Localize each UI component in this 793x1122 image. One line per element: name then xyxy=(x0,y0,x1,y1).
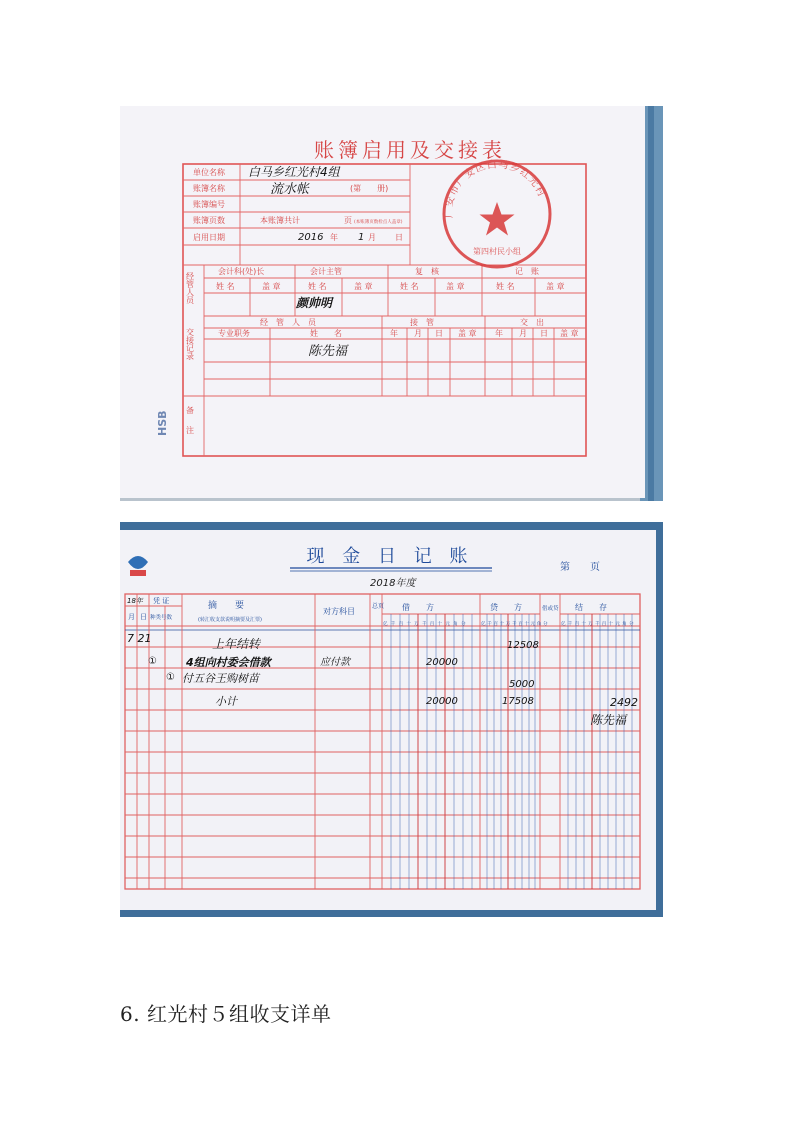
label-position: 专业职务 xyxy=(218,329,250,338)
hdr-debit: 借 方 xyxy=(402,603,434,612)
hdr-summary-note: (转汇收支款说明摘要及汇票) xyxy=(198,617,262,623)
label-name-col: 姓 名 xyxy=(310,329,342,338)
label-remarks-vertical: 备注 xyxy=(185,406,195,446)
hdr-credit: 贷 方 xyxy=(490,603,522,612)
hdr-type-no: 种类号数 xyxy=(150,615,173,621)
row2-debit: 20000 xyxy=(426,657,458,668)
label-chief-accountant: 会计主管 xyxy=(310,267,342,276)
label-volume: (第 册) xyxy=(350,184,389,193)
hw-unit-name: 白马乡红光村4组 xyxy=(248,165,340,179)
label-year: 年 xyxy=(330,233,338,242)
label-page-unit: 页 xyxy=(344,216,352,225)
label-page-count-text: 本账簿共计 xyxy=(260,216,300,225)
label-handout: 交 出 xyxy=(520,318,544,327)
label-takeover: 接 管 xyxy=(410,318,434,327)
section-caption: 6. 红光村５组收支详单 xyxy=(120,1002,332,1026)
row4-summary: 小计 xyxy=(215,695,237,708)
label-y2: 年 xyxy=(495,329,503,338)
label-staff: 经 管 人 员 xyxy=(260,318,316,327)
hdr-summary: 摘 要 xyxy=(208,601,245,611)
hw-handover-name: 陈先福 xyxy=(308,344,348,359)
seal-inner-text: 第四村民小组 xyxy=(473,247,521,256)
label-unit-name: 单位名称 xyxy=(193,168,225,177)
hdr-digits-debit: 亿千百十万千百十元角分 xyxy=(383,622,469,627)
journal-title: 现 金 日 记 账 xyxy=(306,546,474,567)
row2-no: ① xyxy=(148,656,157,667)
label-m1: 月 xyxy=(414,329,422,338)
label-seal-4: 盖 章 xyxy=(546,282,565,291)
label-d2: 日 xyxy=(540,329,548,338)
label-start-date: 启用日期 xyxy=(193,233,225,242)
label-review: 复 核 xyxy=(415,267,439,276)
label-seal-col2: 盖 章 xyxy=(560,329,579,338)
label-m2: 月 xyxy=(519,329,527,338)
row1-date: 7 21 xyxy=(127,632,152,645)
row4-credit: 17508 xyxy=(502,696,534,707)
label-d1: 日 xyxy=(435,329,443,338)
label-head-accountant: 会计科(处)长 xyxy=(218,267,265,276)
hw-start-year: 2016 xyxy=(298,232,324,243)
hdr-year: 18年 xyxy=(127,597,143,605)
label-page-count: 账簿页数 xyxy=(193,216,225,225)
hdr-dc: 借或贷 xyxy=(542,606,559,612)
label-name-2: 姓 名 xyxy=(308,282,327,291)
label-seal-1: 盖 章 xyxy=(262,282,281,291)
label-managers-vertical: 经管人员 xyxy=(185,272,195,304)
label-handover-vertical: 交接记录 xyxy=(185,328,195,360)
row2-summary: 4组向村委会借款 xyxy=(186,656,271,669)
label-seal-3: 盖 章 xyxy=(446,282,465,291)
row1-credit: 12508 xyxy=(507,640,539,651)
label-name-3: 姓 名 xyxy=(400,282,419,291)
label-day: 日 xyxy=(395,233,403,242)
hdr-month: 月 xyxy=(128,613,135,621)
journal-page-label: 第 页 xyxy=(560,562,600,573)
label-bookkeeper: 记 账 xyxy=(515,267,539,276)
row2-account: 应付款 xyxy=(320,657,350,668)
photo-book-handover-form xyxy=(120,106,663,501)
label-seal-col1: 盖 章 xyxy=(458,329,477,338)
hw-start-month: 1 xyxy=(358,232,365,243)
row3-no: ① xyxy=(166,672,175,683)
row1-summary: 上年结转 xyxy=(212,637,261,651)
label-book-name: 账簿名称 xyxy=(193,184,225,193)
label-y1: 年 xyxy=(390,329,398,338)
label-name-4: 姓 名 xyxy=(496,282,515,291)
seal-outer-text: 广安市广安区白马乡红光村 xyxy=(444,159,548,219)
label-month: 月 xyxy=(368,233,376,242)
photo-cash-journal xyxy=(120,522,663,917)
hw-book-name: 流水帐 xyxy=(270,182,310,197)
hdr-account: 对方科目 xyxy=(323,607,355,616)
row4-debit: 20000 xyxy=(426,696,458,707)
hdr-digits-credit: 亿千百十万千百十元角分 xyxy=(481,622,550,627)
hdr-digits-balance: 亿千百十万千百十元角分 xyxy=(561,622,636,627)
label-page-note: (本账簿页数检点人盖章) xyxy=(354,220,403,225)
journal-year: 2018年度 xyxy=(370,578,416,589)
hdr-balance: 结 存 xyxy=(575,603,607,612)
label-book-number: 账簿编号 xyxy=(193,200,225,209)
row3-summary: 付五谷王购树苗 xyxy=(182,672,259,685)
hw-manager-name: 颜帅明 xyxy=(296,296,333,310)
hdr-day: 日 xyxy=(140,613,147,621)
side-logo: HSB xyxy=(156,410,169,436)
hdr-page: 总页 xyxy=(372,603,385,610)
journal-signature: 陈先福 xyxy=(590,713,627,727)
form-title: 账簿启用及交接表 xyxy=(314,138,506,162)
label-name-1: 姓 名 xyxy=(216,282,235,291)
label-seal-2: 盖 章 xyxy=(354,282,373,291)
hdr-voucher: 凭 证 xyxy=(153,597,170,605)
row4-balance: 2492 xyxy=(610,696,638,709)
row3-credit: 5000 xyxy=(509,679,535,690)
